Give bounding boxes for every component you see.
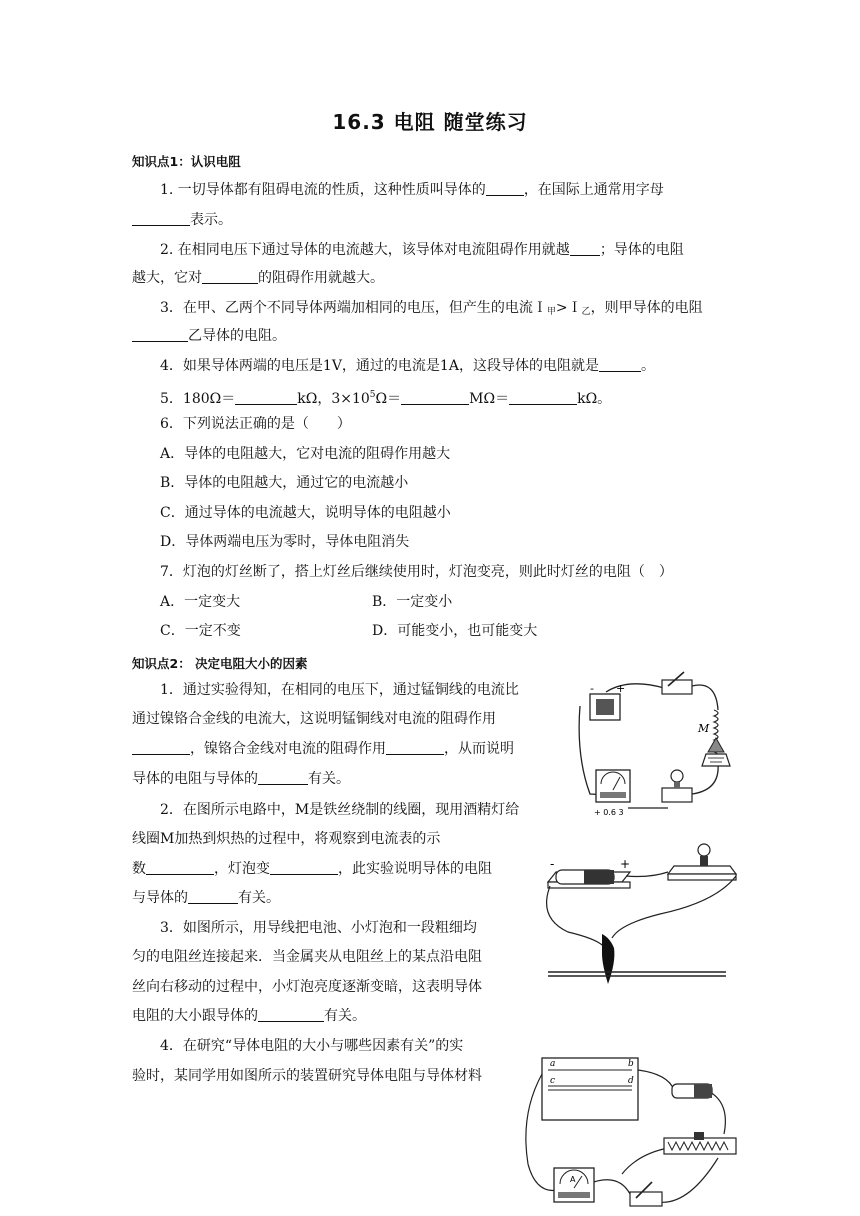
q1-line1: 1. 一切导体都有阻碍电流的性质，这种性质叫导体的 ，在国际上通常用字母 — [160, 182, 664, 198]
q2-line2: 越大，它对 的阻碍作用就越大。 — [132, 270, 384, 286]
q2-line1: 2. 在相同电压下通过导体的电流越大，该导体对电流阻碍作用就越 ；导体的电阻 — [160, 242, 684, 258]
battery-icon-2 — [556, 870, 614, 884]
ammeter-icon-2 — [554, 1168, 594, 1202]
q6-option-c[interactable]: C．通过导体的电流越大，说明导体的电阻越小 — [160, 505, 451, 521]
k2q2-line1: 2．在图所示电路中，M是铁丝绕制的线圈，现用酒精灯给 — [160, 802, 520, 818]
q7-option-d[interactable]: D．可能变小，也可能变大 — [372, 623, 538, 639]
q3-line1: 3．在甲、乙两个不同导体两端加相同的电压，但产生的电流Ｉ$_甲$>Ｉ$_乙$，则甲导体的电阻 — [160, 300, 703, 317]
k2q3-line2: 匀的电阻丝连接起来．当金属夹从电阻丝上的某点沿电阻 — [132, 949, 482, 965]
k2q2-line4: 与导体的 有关。 — [132, 890, 280, 906]
switch-icon-2 — [630, 1182, 662, 1206]
k2q2-blank3[interactable] — [188, 889, 238, 904]
k2q3-line3: 丝向右移动的过程中，小灯泡亮度逐渐变暗，这表明导体 — [132, 979, 482, 995]
figure-resistance-wire — [540, 838, 740, 992]
fig1-meter-scale: + 0.6 3 — [594, 808, 624, 817]
k2q1-line2: 通过镍铬合金线的电流大，这说明锰铜线对电流的阻碍作用 — [132, 711, 496, 727]
q6-option-d[interactable]: D．导体两端电压为零时，导体电阻消失 — [160, 534, 410, 550]
q3-blank[interactable] — [132, 327, 188, 342]
fig3-c-label: c — [550, 1076, 556, 1086]
alcohol-lamp-icon — [702, 738, 730, 766]
q4-line: 4．如果导体两端的电压是1V，通过的电流是1A，这段导体的电阻就是 。 — [160, 358, 655, 374]
k2q1-line4: 导体的电阻与导体的 有关。 — [132, 771, 350, 787]
q7-option-c[interactable]: C．一定不变 — [160, 623, 241, 639]
k2q1-blank1[interactable] — [132, 740, 190, 755]
k2q3-line1: 3．如图所示，用导线把电池、小灯泡和一段粗细均 — [160, 920, 477, 936]
q7-option-b[interactable]: B．一定变小 — [372, 594, 453, 610]
q1-blank1[interactable] — [486, 181, 524, 196]
k2q2-blank1[interactable] — [146, 860, 214, 875]
wire-top-right — [692, 685, 718, 710]
q7-stem: 7．灯泡的灯丝断了，搭上灯丝后继续使用时，灯泡变亮，则此时灯丝的电阻（ ） — [160, 564, 673, 580]
q6-option-a[interactable]: A．导体的电阻越大，它对电流的阻碍作用越大 — [160, 446, 451, 462]
section-heading-1: 知识点1：认识电阻 — [132, 154, 241, 169]
fig1-plus-label: + — [616, 682, 626, 695]
q2-blank2[interactable] — [202, 269, 258, 284]
fig3-meter-label: A — [570, 1175, 576, 1184]
k2q4-line1: 4．在研究“导体电阻的大小与哪些因素有关”的实 — [160, 1038, 464, 1054]
fig2-minus-label: - — [550, 857, 555, 871]
k2q1-blank2[interactable] — [386, 740, 444, 755]
wire-top-left — [606, 684, 664, 692]
figure-coil-circuit — [568, 666, 738, 818]
fig3-b-label: b — [628, 1059, 634, 1069]
k2q2-blank2[interactable] — [270, 860, 338, 875]
k2q1-line3: ，镍铬合金线对电流的阻碍作用 ，从而说明 — [132, 740, 514, 758]
section-heading-2: 知识点2： 决定电阻大小的因素 — [132, 656, 308, 671]
q5-blank3[interactable] — [509, 390, 577, 405]
q4-blank[interactable] — [599, 357, 641, 372]
k2q3-blank[interactable] — [258, 1007, 324, 1022]
figure-material-board — [518, 1054, 746, 1214]
wire-board — [542, 1058, 638, 1120]
fig2-plus-label: + — [620, 857, 631, 871]
ammeter-icon — [596, 770, 630, 802]
fig1-minus-label: - — [590, 682, 594, 695]
q1-blank2[interactable] — [132, 211, 190, 226]
q5-blank2[interactable] — [401, 390, 469, 405]
q5-blank1[interactable] — [235, 390, 297, 405]
fig3-d-label: d — [628, 1076, 634, 1086]
k2q2-line2: 线圈M加热到炽热的过程中，将观察到电流表的示 — [132, 831, 441, 847]
k2q1-blank3[interactable] — [258, 770, 308, 785]
k2q2-line3: 数 ，灯泡变 ，此实验说明导体的电阻 — [132, 861, 492, 877]
k2q3-line4: 电阻的大小跟导体的 有关。 — [132, 1008, 366, 1024]
bulb-board — [668, 844, 736, 880]
q2-blank1[interactable] — [570, 241, 600, 256]
battery-icon — [590, 694, 620, 720]
resistance-wire — [548, 972, 726, 976]
q7-option-a[interactable]: A．一定变大 — [160, 594, 241, 610]
battery-icon-3 — [672, 1084, 712, 1098]
q3-line2: 乙导体的电阻。 — [132, 327, 286, 345]
q6-option-b[interactable]: B．导体的电阻越大，通过它的电流越小 — [160, 475, 409, 491]
k2q4-line2: 验时，某同学用如图所示的装置研究导体电阻与导体材料 — [132, 1068, 482, 1084]
bulb-icon — [662, 770, 692, 802]
q1-line2: 表示。 — [132, 211, 232, 229]
fig1-coil-label: M — [698, 722, 710, 735]
fig3-a-label: a — [550, 1059, 556, 1069]
switch-icon — [662, 672, 692, 694]
wire-right — [692, 764, 718, 794]
k2q1-line1: 1．通过实验得知，在相同的电压下，通过锰铜线的电流比 — [160, 682, 519, 698]
rheostat-icon — [664, 1132, 736, 1154]
page-title: 16.3 电阻 随堂练习 — [332, 110, 528, 134]
q5-line: 5．180Ω＝ kΩ，$3\times 10^5\Omega= M\Omega= k\Omega$。 — [160, 390, 612, 407]
q6-stem: 6．下列说法正确的是（ ） — [160, 416, 351, 432]
